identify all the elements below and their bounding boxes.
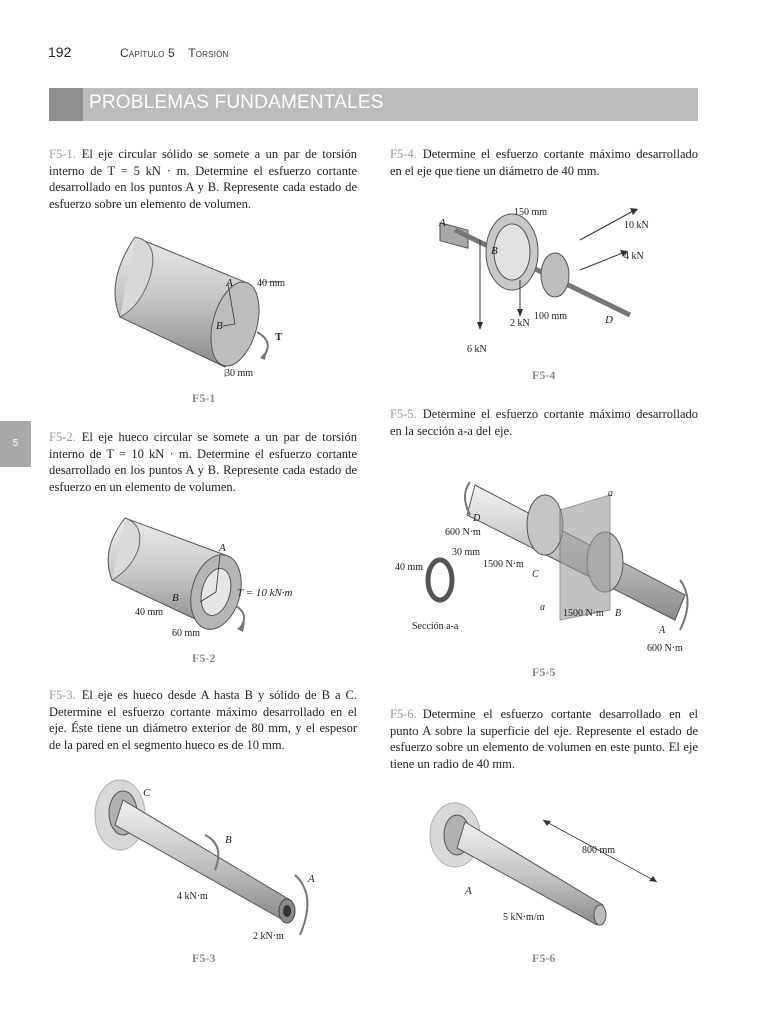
dim-100: 100 mm bbox=[534, 311, 568, 322]
label-d: D bbox=[605, 314, 613, 326]
label-b: B bbox=[172, 592, 179, 604]
section-label: Torsión bbox=[188, 46, 229, 60]
page-number: 192 bbox=[48, 44, 72, 60]
torque-600-top: 600 N·m bbox=[445, 527, 481, 538]
problem-text: Determine el esfuerzo cortante máximo desarrollado en el eje que tiene un diámetro de 40 mm. bbox=[390, 147, 698, 178]
problem-text: Determine el esfuerzo cortante máximo desarrollado en la sección a-a del eje. bbox=[390, 407, 698, 438]
label-a: A bbox=[219, 542, 226, 554]
problem-id: F5-6. bbox=[390, 707, 417, 721]
figure-f5-4 bbox=[430, 200, 660, 360]
problem-id: F5-2. bbox=[49, 430, 76, 444]
figure-f5-3 bbox=[85, 775, 345, 945]
force-6: 6 kN bbox=[467, 344, 487, 355]
label-b: B bbox=[615, 608, 622, 619]
chapter-label: Capítulo 5 bbox=[120, 46, 175, 60]
banner-title: PROBLEMAS FUNDAMENTALES bbox=[89, 92, 384, 113]
chapter-side-tab: 5 bbox=[0, 421, 31, 467]
label-a: A bbox=[308, 873, 315, 885]
torque-2: 2 kN·m bbox=[253, 931, 284, 942]
section-mark-a-bottom: a bbox=[540, 602, 545, 613]
label-a: A bbox=[439, 217, 446, 229]
dim-150: 150 mm bbox=[514, 207, 548, 218]
torque-600-bottom: 600 N·m bbox=[647, 643, 683, 654]
figure-caption: F5-5 bbox=[532, 665, 556, 679]
section-banner bbox=[49, 88, 698, 121]
label-c: C bbox=[143, 787, 151, 799]
problem-id: F5-4. bbox=[390, 147, 417, 161]
torque-label: T = 10 kN·m bbox=[237, 587, 293, 599]
problem-f5-4 bbox=[390, 146, 698, 179]
label-d: D bbox=[473, 513, 481, 524]
problem-text: El eje es hueco desde A hasta B y sólido de B a C. Determine el esfuerzo cortante máximo desarrollado en el eje. Éste tiene un diámetro exterior de 80 mm, y el espesor de la pared en el segmento hueco es de 10 mm. bbox=[49, 688, 357, 752]
label-a: A bbox=[465, 885, 472, 897]
dim-40: 40 mm bbox=[135, 607, 164, 618]
banner-block bbox=[49, 88, 83, 121]
dim-40: 40 mm bbox=[257, 278, 286, 289]
figure-f5-5 bbox=[395, 470, 695, 660]
torque-1500-top: 1500 N·m bbox=[483, 559, 524, 570]
label-b: B bbox=[225, 834, 232, 846]
problem-text: Determine el esfuerzo cortante desarrollado en el punto A sobre la superficie del eje. Represente el estado de esfuerzo sobre un elemento de volumen en este punto. El eje tiene un radio de 40 mm. bbox=[390, 707, 698, 771]
problem-id: F5-5. bbox=[390, 407, 417, 421]
figure-caption: F5-3 bbox=[192, 951, 216, 965]
dim-30: 30 mm bbox=[225, 368, 254, 379]
figure-caption: F5-6 bbox=[532, 951, 556, 965]
label-b: B bbox=[491, 245, 498, 257]
torque-4: 4 kN·m bbox=[177, 891, 208, 902]
label-a: A bbox=[659, 625, 666, 636]
problem-f5-2 bbox=[49, 429, 357, 495]
problem-f5-1 bbox=[49, 146, 357, 212]
figure-caption: F5-1 bbox=[192, 391, 216, 405]
label-c: C bbox=[532, 569, 539, 580]
figure-f5-1 bbox=[105, 222, 305, 382]
torque-1500-bottom: 1500 N·m bbox=[563, 608, 604, 619]
problem-text: El eje hueco circular se somete a un par de torsión interno de T = 10 kN · m. Determine el esfuerzo cortante desarrollado en los puntos A y B. Represente cada estado de esfuerzo en un elemento de volumen. bbox=[49, 430, 357, 494]
figure-caption: F5-4 bbox=[532, 368, 556, 382]
problem-id: F5-3. bbox=[49, 688, 76, 702]
torque-label: T bbox=[275, 331, 283, 343]
section-label: Sección a-a bbox=[412, 621, 459, 632]
dim-60: 60 mm bbox=[172, 628, 201, 639]
problem-f5-3 bbox=[49, 687, 357, 753]
figure-f5-2 bbox=[100, 510, 320, 645]
problem-id: F5-1. bbox=[49, 147, 76, 161]
problem-f5-5 bbox=[390, 406, 698, 439]
problem-text: El eje circular sólido se somete a un par de torsión interno de T = 5 kN · m. Determine el esfuerzo cortante desarrollado en los puntos A y B. Represente cada estado de esfuerzo sobre un elemento de volumen. bbox=[49, 147, 357, 211]
label-a: A bbox=[226, 277, 233, 289]
force-2: 2 kN bbox=[510, 318, 530, 329]
distributed-torque: 5 kN·m/m bbox=[503, 912, 545, 923]
label-b: B bbox=[216, 320, 223, 332]
section-mark-a: a bbox=[608, 488, 613, 499]
force-4: 4 kN bbox=[624, 251, 644, 262]
figure-caption: F5-2 bbox=[192, 651, 216, 665]
dim-40: 40 mm bbox=[395, 562, 424, 573]
length-800: 800 mm bbox=[582, 845, 616, 856]
problem-f5-6 bbox=[390, 706, 698, 772]
figure-f5-6 bbox=[425, 800, 675, 950]
dim-30: 30 mm bbox=[452, 547, 481, 558]
running-header bbox=[120, 46, 239, 60]
force-10: 10 kN bbox=[624, 220, 649, 231]
